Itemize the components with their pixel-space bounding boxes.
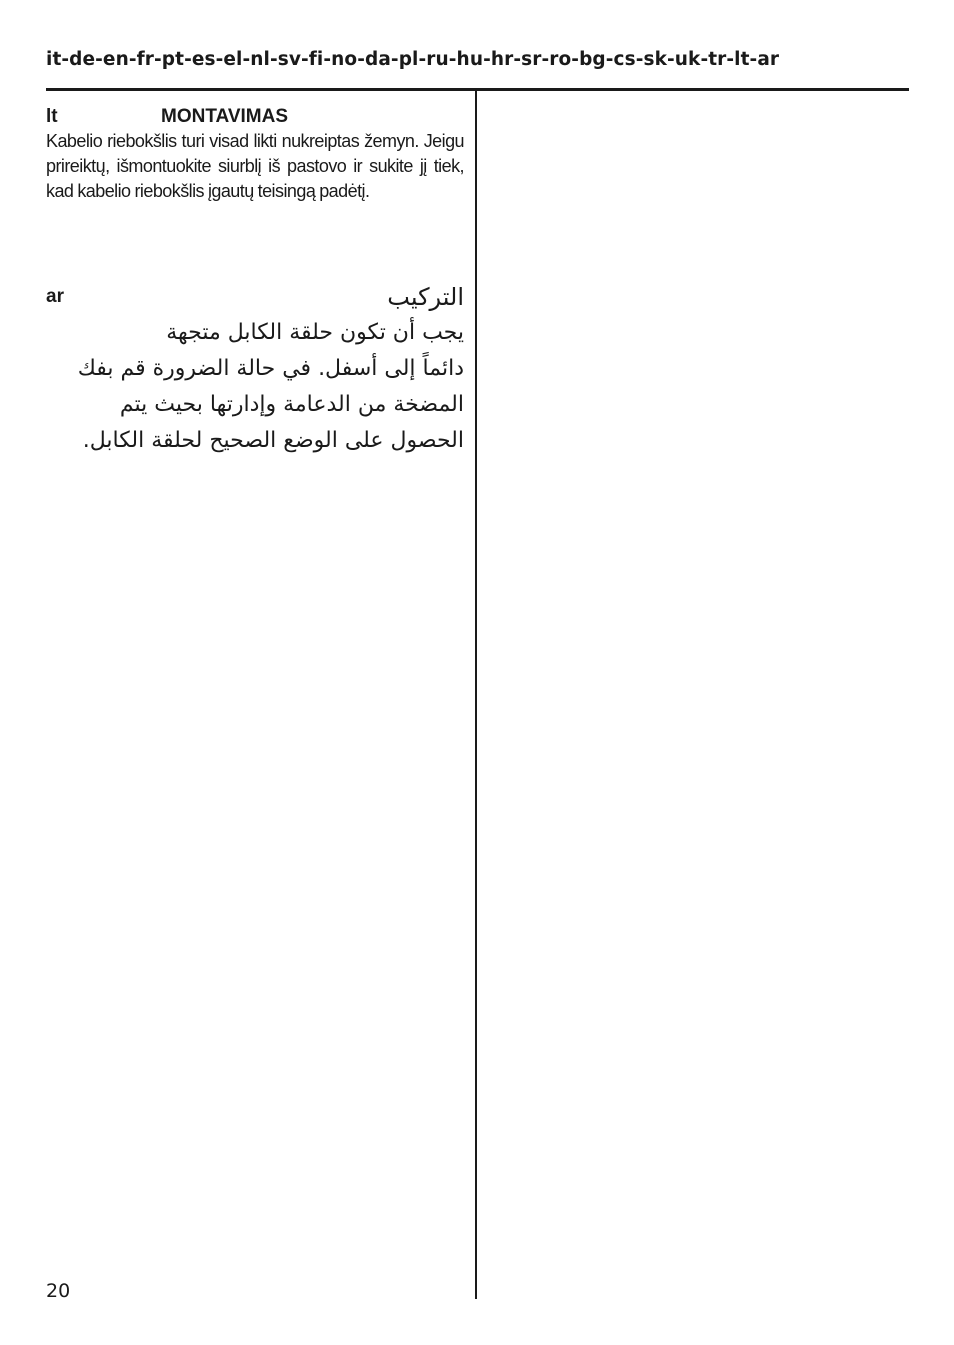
- ar-body-line: دائماً إلى أسفل. في حالة الضرورة قم بفك: [77, 356, 464, 381]
- ar-body-line: المضخة من الدعامة وإدارتها بحيث يتم: [119, 392, 464, 417]
- lt-section-heading: [46, 105, 464, 129]
- language-codes-header: it-de-en-fr-pt-es-el-nl-sv-fi-no-da-pl-ru-hu-hr-sr-ro-bg-cs-sk-uk-tr-lt-ar: [46, 49, 780, 70]
- lt-section-body: Kabelio riebokšlis turi visad likti nukreiptas žemyn. Jeigu prireiktų, išmontuokite siurblį iš pastovo ir sukite jį tiek, kad kabelio riebokšlis įgautų teisingą padėtį.: [46, 131, 464, 201]
- lt-section: [46, 105, 464, 204]
- ar-section-title: التركيب: [387, 283, 464, 311]
- lt-section-title: MONTAVIMAS: [161, 106, 289, 127]
- lt-language-code: lt: [46, 106, 58, 127]
- ar-language-code: ar: [46, 286, 64, 307]
- ar-section: [46, 283, 464, 459]
- ar-body-line: يجب أن تكون حلقة الكابل متجهة: [166, 320, 464, 345]
- page-number: 20: [46, 1280, 71, 1302]
- ar-section-heading: [46, 283, 464, 315]
- column-divider: [475, 91, 477, 1299]
- ar-body-line: الحصول على الوضع الصحيح لحلقة الكابل.: [82, 428, 464, 453]
- header-divider: [46, 88, 909, 91]
- ar-section-body: [46, 315, 464, 459]
